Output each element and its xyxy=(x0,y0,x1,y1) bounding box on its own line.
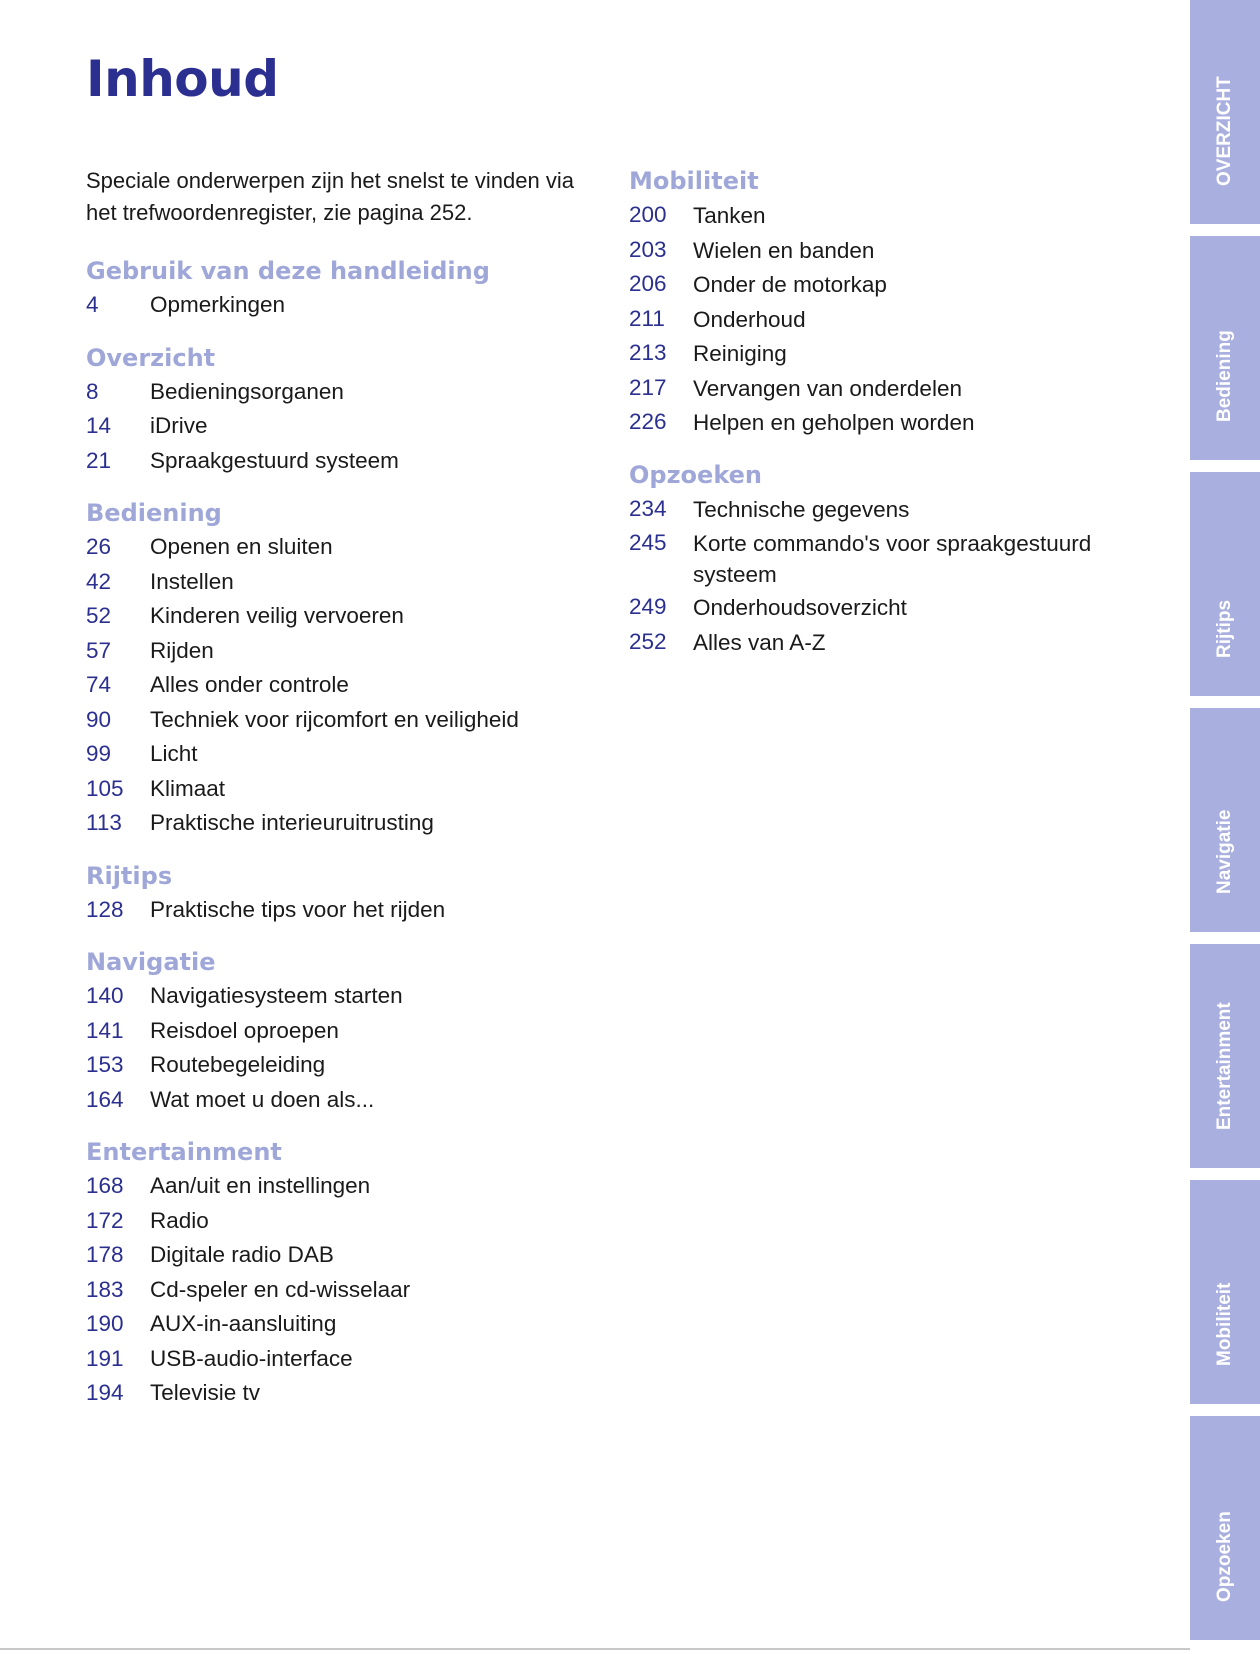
entry-title: Vervangen van onderdelen xyxy=(693,375,962,401)
toc-entry[interactable] xyxy=(86,288,646,323)
page-number: 105 xyxy=(86,775,124,801)
intro-text: Speciale onderwerpen zijn het snelst te vinden via het trefwoordenregister, zie pagina 252. xyxy=(86,168,574,225)
side-tab-label: Opzoeken xyxy=(1214,1511,1235,1602)
entry-title: Klimaat xyxy=(150,775,226,801)
entry-title: Reisdoel oproepen xyxy=(150,1017,339,1043)
page-number: 113 xyxy=(86,810,122,835)
page-number: 200 xyxy=(629,202,667,227)
page-number: 172 xyxy=(86,1207,124,1233)
side-tab-mobiliteit[interactable] xyxy=(1190,1180,1260,1404)
entry-title: Televisie tv xyxy=(150,1380,261,1405)
page-number: 234 xyxy=(629,495,667,521)
page-number: 153 xyxy=(86,1052,124,1077)
section-title: Opzoeken xyxy=(629,460,762,489)
entry-title: AUX-in-aansluiting xyxy=(150,1311,337,1336)
page-number: 140 xyxy=(86,983,124,1008)
entry-title: Onder de motorkap xyxy=(693,272,887,297)
entry-title: Rijden xyxy=(150,637,214,663)
entry-title: Bedieningsorganen xyxy=(150,378,344,404)
page-number: 213 xyxy=(629,340,667,365)
toc-section xyxy=(86,859,646,928)
entry-title: Wielen en banden xyxy=(693,237,875,263)
toc-entry[interactable] xyxy=(629,302,1149,337)
toc-entry[interactable] xyxy=(86,737,646,772)
entry-title: Openen en sluiten xyxy=(150,534,333,559)
toc-entry[interactable] xyxy=(629,625,1149,660)
toc-entry[interactable] xyxy=(86,1307,646,1342)
page-number: 194 xyxy=(86,1380,124,1405)
side-tab-label: Entertainment xyxy=(1214,1002,1235,1130)
entry-title: Praktische interieuruitrusting xyxy=(150,810,434,835)
toc-entry[interactable] xyxy=(86,1273,646,1308)
entry-title: Digitale radio DAB xyxy=(150,1242,334,1267)
side-tab-bediening[interactable] xyxy=(1190,236,1260,460)
toc-entry[interactable] xyxy=(629,526,1149,590)
section-title: Gebruik van deze handleiding xyxy=(86,257,490,285)
page-number: 206 xyxy=(629,271,667,296)
entry-title: Instellen xyxy=(150,568,234,594)
side-tab-rijtips[interactable] xyxy=(1190,472,1260,696)
entry-title: Aan/uit en instellingen xyxy=(150,1173,371,1198)
toc-entry[interactable] xyxy=(86,1376,646,1411)
toc-entry[interactable] xyxy=(86,1083,646,1118)
toc-entry[interactable] xyxy=(86,1014,646,1049)
side-tab-label: Bediening xyxy=(1214,330,1235,422)
page-number: 190 xyxy=(86,1311,124,1336)
toc-entry[interactable] xyxy=(629,371,1149,406)
page-number: 203 xyxy=(629,236,667,262)
page-number: 8 xyxy=(86,378,99,404)
side-tab-navigatie[interactable] xyxy=(1190,708,1260,932)
toc-right-column xyxy=(629,164,1149,677)
toc-entry[interactable] xyxy=(86,893,646,928)
entry-title: Reiniging xyxy=(693,341,787,366)
toc-entry[interactable] xyxy=(86,806,646,841)
toc-section xyxy=(86,1135,646,1411)
page-number: 211 xyxy=(629,305,665,331)
side-tab-label: OVERZICHT xyxy=(1214,76,1235,186)
entry-title: Alles onder controle xyxy=(150,672,349,697)
toc-entry[interactable] xyxy=(86,703,646,738)
toc-entry[interactable] xyxy=(86,668,646,703)
toc-section xyxy=(86,341,646,479)
entry-title: Navigatiesysteem starten xyxy=(150,983,403,1008)
toc-entry[interactable] xyxy=(629,267,1149,302)
entry-title: Techniek voor rijcomfort en veiligheid xyxy=(150,706,519,732)
page-number: 245 xyxy=(629,530,667,555)
page-number: 252 xyxy=(629,628,667,654)
section-title: Overzicht xyxy=(86,343,216,372)
page-number: 217 xyxy=(629,374,667,400)
page-number: 178 xyxy=(86,1242,124,1267)
side-tab-label: Rijtips xyxy=(1214,599,1235,658)
page-number: 90 xyxy=(86,706,112,732)
toc-entry[interactable] xyxy=(86,530,646,565)
entry-title: Kinderen veilig vervoeren xyxy=(150,603,404,628)
toc-section xyxy=(629,458,1149,660)
side-tab-label: Mobiliteit xyxy=(1214,1282,1235,1366)
entry-title: Cd-speler en cd-wisselaar xyxy=(150,1276,411,1302)
page-number: 42 xyxy=(86,568,112,594)
side-tab-bar xyxy=(1190,0,1260,1654)
entry-title: Technische gegevens xyxy=(693,496,910,522)
toc-entry[interactable] xyxy=(86,444,646,479)
side-tab-entertainment[interactable] xyxy=(1190,944,1260,1168)
page-number: 4 xyxy=(86,292,99,317)
toc-entry[interactable] xyxy=(86,1238,646,1273)
entry-title: Alles van A-Z xyxy=(693,629,826,655)
entry-title: Onderhoudsoverzicht xyxy=(693,595,907,620)
entry-title: Tanken xyxy=(693,203,766,228)
toc-left-column xyxy=(86,254,646,1429)
page-number: 226 xyxy=(629,409,667,434)
toc-entry[interactable] xyxy=(86,409,646,444)
page-title: Inhoud xyxy=(86,50,279,108)
toc-section xyxy=(629,164,1149,440)
page-number: 14 xyxy=(86,413,112,438)
page-number: 191 xyxy=(86,1345,124,1371)
toc-entry[interactable] xyxy=(86,599,646,634)
section-title: Bediening xyxy=(86,499,222,527)
entry-title: Opmerkingen xyxy=(150,292,286,317)
toc-entry[interactable] xyxy=(86,1342,646,1377)
entry-title: Licht xyxy=(150,741,198,766)
toc-entry[interactable] xyxy=(629,233,1149,268)
toc-entry[interactable] xyxy=(629,492,1149,527)
toc-entry[interactable] xyxy=(86,1169,646,1204)
entry-title: Wat moet u doen als... xyxy=(150,1086,375,1112)
toc-entry[interactable] xyxy=(86,565,646,600)
page-number: 183 xyxy=(86,1276,124,1302)
toc-section xyxy=(86,945,646,1117)
entry-title: Spraakgestuurd systeem xyxy=(150,447,399,473)
section-title: Rijtips xyxy=(86,861,173,890)
page-number: 26 xyxy=(86,534,112,559)
toc-entry[interactable] xyxy=(86,634,646,669)
page-number: 249 xyxy=(629,594,667,619)
toc-entry[interactable] xyxy=(86,1204,646,1239)
toc-entry[interactable] xyxy=(629,336,1149,371)
page-number: 57 xyxy=(86,637,112,663)
page-number: 128 xyxy=(86,896,124,922)
entry-title: Onderhoud xyxy=(693,306,806,332)
section-title: Navigatie xyxy=(86,948,216,976)
toc-entry[interactable] xyxy=(629,198,1149,233)
page-number: 99 xyxy=(86,741,112,766)
toc-section xyxy=(86,254,646,323)
toc-entry[interactable] xyxy=(86,772,646,807)
toc-entry[interactable] xyxy=(86,375,646,410)
page-number: 74 xyxy=(86,672,112,697)
toc-entry[interactable] xyxy=(629,590,1149,625)
entry-title: Helpen en geholpen worden xyxy=(693,410,975,435)
page-number: 21 xyxy=(86,447,112,473)
entry-title: iDrive xyxy=(150,413,208,438)
toc-entry[interactable] xyxy=(86,1048,646,1083)
section-title: Entertainment xyxy=(86,1138,282,1166)
section-title: Mobiliteit xyxy=(629,167,759,195)
toc-entry[interactable] xyxy=(629,405,1149,440)
entry-title: Routebegeleiding xyxy=(150,1052,326,1077)
toc-section xyxy=(86,496,646,841)
entry-title: USB-audio-interface xyxy=(150,1345,353,1371)
page-number: 141 xyxy=(86,1017,124,1043)
entry-title: Korte commando's voor spraakgestuurd systeem xyxy=(693,531,1092,587)
entry-title: Praktische tips voor het rijden xyxy=(150,896,446,922)
side-tab-overzicht[interactable] xyxy=(1190,0,1260,224)
side-tab-opzoeken[interactable] xyxy=(1190,1416,1260,1640)
side-tab-label: Navigatie xyxy=(1214,809,1235,894)
bottom-rule xyxy=(0,1648,1190,1650)
toc-entry[interactable] xyxy=(86,979,646,1014)
page-number: 164 xyxy=(86,1086,124,1112)
page-number: 168 xyxy=(86,1173,124,1198)
entry-title: Radio xyxy=(150,1207,209,1233)
page-number: 52 xyxy=(86,603,112,628)
